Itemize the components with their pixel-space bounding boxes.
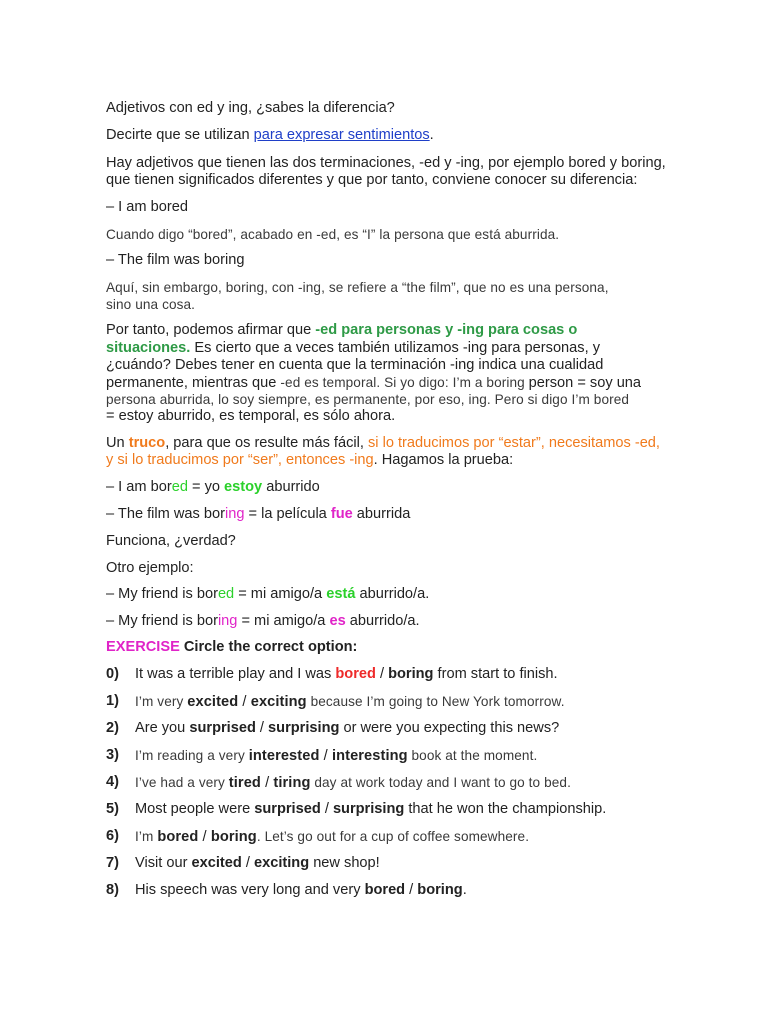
translation-2 <box>106 506 410 523</box>
item-text-after: . Let’s go out for a cup of coffee somewhere. <box>256 829 530 844</box>
tr2-suffix: ing <box>224 506 245 522</box>
option-two[interactable]: interesting <box>331 748 408 764</box>
item-number: 6) <box>106 828 119 844</box>
item-number: 4) <box>106 774 119 790</box>
rule-highlight: -ed para personas y -ing para cosas o <box>315 322 578 338</box>
trick-word: truco <box>128 435 166 451</box>
option-separator: / <box>198 829 211 845</box>
item-text-after: or were you expecting this news? <box>339 720 560 736</box>
tr3-b: = mi amigo/a <box>234 586 327 602</box>
trick-l1b: , para que os resulte más fácil, <box>165 435 368 451</box>
trick-l2-rest: . Hagamos la prueba: <box>373 452 514 468</box>
item-text-before: His speech was very long and very <box>135 882 365 898</box>
tr2-a: – The film was bor <box>106 506 225 522</box>
tr3-c: aburrido/a. <box>355 586 430 602</box>
example-boring-explanation-2: sino una cosa. <box>106 297 196 312</box>
item-text-after: day at work today and I want to go to bed. <box>310 775 571 790</box>
trick-l1a: Un <box>106 435 129 451</box>
option-one[interactable]: bored <box>364 882 406 898</box>
item-sentence <box>135 720 559 737</box>
intro-prefix: Decirte que se utilizan <box>106 127 254 143</box>
option-separator: / <box>405 882 418 898</box>
tr2-b: = la película <box>244 506 331 522</box>
tr4-a: – My friend is bor <box>106 613 218 629</box>
tr1-c: aburrido <box>262 479 320 495</box>
para2-prefix: Por tanto, podemos afirmar que <box>106 322 316 338</box>
para2-line4 <box>106 374 641 392</box>
item-sentence <box>135 774 571 792</box>
rule-highlight-end: situaciones. <box>106 340 191 356</box>
para1-line1: Hay adjetivos que tienen las dos terminaciones, -ed y -ing, por ejemplo bored y boring, <box>106 155 666 171</box>
item-text-before: I’m very <box>135 694 188 709</box>
option-two[interactable]: tiring <box>273 775 311 791</box>
tr2-verb: fue <box>330 506 353 522</box>
option-separator: / <box>260 775 274 791</box>
item-number: 8) <box>106 882 119 898</box>
option-separator: / <box>241 855 254 871</box>
para2-line2-text: Es cierto que a veces también utilizamos -ing para personas, y <box>190 340 600 356</box>
para2-line6: = estoy aburrido, es temporal, es sólo ahora. <box>106 408 396 424</box>
item-text-before: Most people were <box>135 801 255 817</box>
option-separator: / <box>375 666 389 682</box>
para1-line2: que tienen significados diferentes y que por tanto, conviene conocer su diferencia: <box>106 172 638 188</box>
item-number: 3) <box>106 747 119 763</box>
tr4-suffix: ing <box>217 613 238 629</box>
option-one[interactable]: excited <box>187 694 239 710</box>
para2-line2 <box>106 340 600 357</box>
feelings-link[interactable]: para expresar sentimientos <box>253 127 430 143</box>
option-two[interactable]: exciting <box>250 694 307 710</box>
item-text-before: It was a terrible play and I was <box>135 666 336 682</box>
option-separator: / <box>255 720 269 736</box>
item-number: 7) <box>106 855 119 871</box>
translation-4 <box>106 613 420 630</box>
exercise-instruction: Circle the correct option: <box>179 639 358 655</box>
item-text-after: from start to finish. <box>433 666 558 682</box>
item-sentence <box>135 855 380 872</box>
item-text-before: Visit our <box>135 855 192 871</box>
option-two[interactable]: exciting <box>253 855 310 871</box>
item-text-after: that he won the championship. <box>404 801 607 817</box>
exercise-label: EXERCISE <box>106 639 180 655</box>
item-text-before: I’ve had a very <box>135 775 229 790</box>
item-sentence <box>135 747 537 765</box>
tr2-c: aburrida <box>352 506 411 522</box>
example-bored: – I am bored <box>106 199 188 215</box>
example-boring: – The film was boring <box>106 252 245 268</box>
option-one[interactable]: bored <box>157 829 199 845</box>
option-two[interactable]: surprising <box>268 720 340 736</box>
option-one[interactable]: surprised <box>254 801 321 817</box>
tr3-suffix: ed <box>217 586 235 602</box>
intro-line <box>106 127 434 144</box>
tr4-c: aburrido/a. <box>345 613 420 629</box>
item-number: 0) <box>106 666 119 682</box>
option-one[interactable]: excited <box>191 855 242 871</box>
item-sentence <box>135 882 467 899</box>
option-two[interactable]: boring <box>210 829 257 845</box>
item-text-after: book at the moment. <box>407 748 538 763</box>
example-bored-explanation: Cuando digo “bored”, acabado en -ed, es “I” la persona que está aburrida. <box>106 227 560 242</box>
example-boring-explanation-1: Aquí, sin embargo, boring, con -ing, se refiere a “the film”, que no es una persona, <box>106 280 609 295</box>
item-number: 1) <box>106 693 119 709</box>
trick-line1 <box>106 435 660 452</box>
item-text-before: I’m reading a very <box>135 748 249 763</box>
para2-line5: persona aburrida, lo soy siempre, es permanente, por eso, ing. Pero si digo I’m bored <box>106 392 630 407</box>
item-number: 5) <box>106 801 119 817</box>
item-text-after: new shop! <box>309 855 380 871</box>
tr3-a: – My friend is bor <box>106 586 218 602</box>
para2-l4a: permanente, mientras que <box>106 375 281 391</box>
option-separator: / <box>238 694 251 710</box>
item-sentence <box>135 801 606 818</box>
tr4-b: = mi amigo/a <box>237 613 330 629</box>
option-one[interactable]: bored <box>335 666 376 682</box>
item-text-after: . <box>462 882 467 898</box>
option-one[interactable]: interested <box>248 748 320 764</box>
tr1-a: – I am bor <box>106 479 172 495</box>
trick-rule-2: y si lo traducimos por “ser”, entonces -ing <box>106 452 374 468</box>
para2-l4c: person = soy una <box>528 375 642 391</box>
option-separator: / <box>320 801 333 817</box>
option-two[interactable]: boring <box>417 882 463 898</box>
option-one[interactable]: tired <box>228 775 261 791</box>
tr1-b: = yo <box>187 479 225 495</box>
funciona-line: Funciona, ¿verdad? <box>106 533 236 549</box>
trick-rule-1: si lo traducimos por “estar”, necesitamos -ed, <box>368 435 660 451</box>
para2-line1 <box>106 322 577 339</box>
translation-1 <box>106 479 320 496</box>
tr3-verb: está <box>326 586 356 602</box>
option-two[interactable]: boring <box>388 666 434 682</box>
item-sentence <box>135 693 565 711</box>
intro-suffix: . <box>429 127 434 143</box>
tr4-verb: es <box>329 613 346 629</box>
item-text-before: I’m <box>135 829 158 844</box>
item-sentence <box>135 666 558 683</box>
tr1-suffix: ed <box>171 479 188 495</box>
item-number: 2) <box>106 720 119 736</box>
exercise-heading <box>106 639 357 656</box>
item-text-after: because I’m going to New York tomorrow. <box>306 694 565 709</box>
trick-line2 <box>106 452 513 469</box>
document-title: Adjetivos con ed y ing, ¿sabes la diferencia? <box>106 100 395 116</box>
tr1-verb: estoy <box>224 479 263 495</box>
item-text-before: Are you <box>135 720 190 736</box>
para2-line3: ¿cuándo? Debes tener en cuenta que la terminación -ing indica una cualidad <box>106 357 604 373</box>
option-two[interactable]: surprising <box>332 801 405 817</box>
translation-3 <box>106 586 429 603</box>
otro-line: Otro ejemplo: <box>106 560 194 576</box>
para2-l4b: -ed es temporal. Si yo digo: I’m a boring <box>280 375 529 390</box>
option-separator: / <box>319 748 332 764</box>
option-one[interactable]: surprised <box>189 720 256 736</box>
item-sentence <box>135 828 529 846</box>
